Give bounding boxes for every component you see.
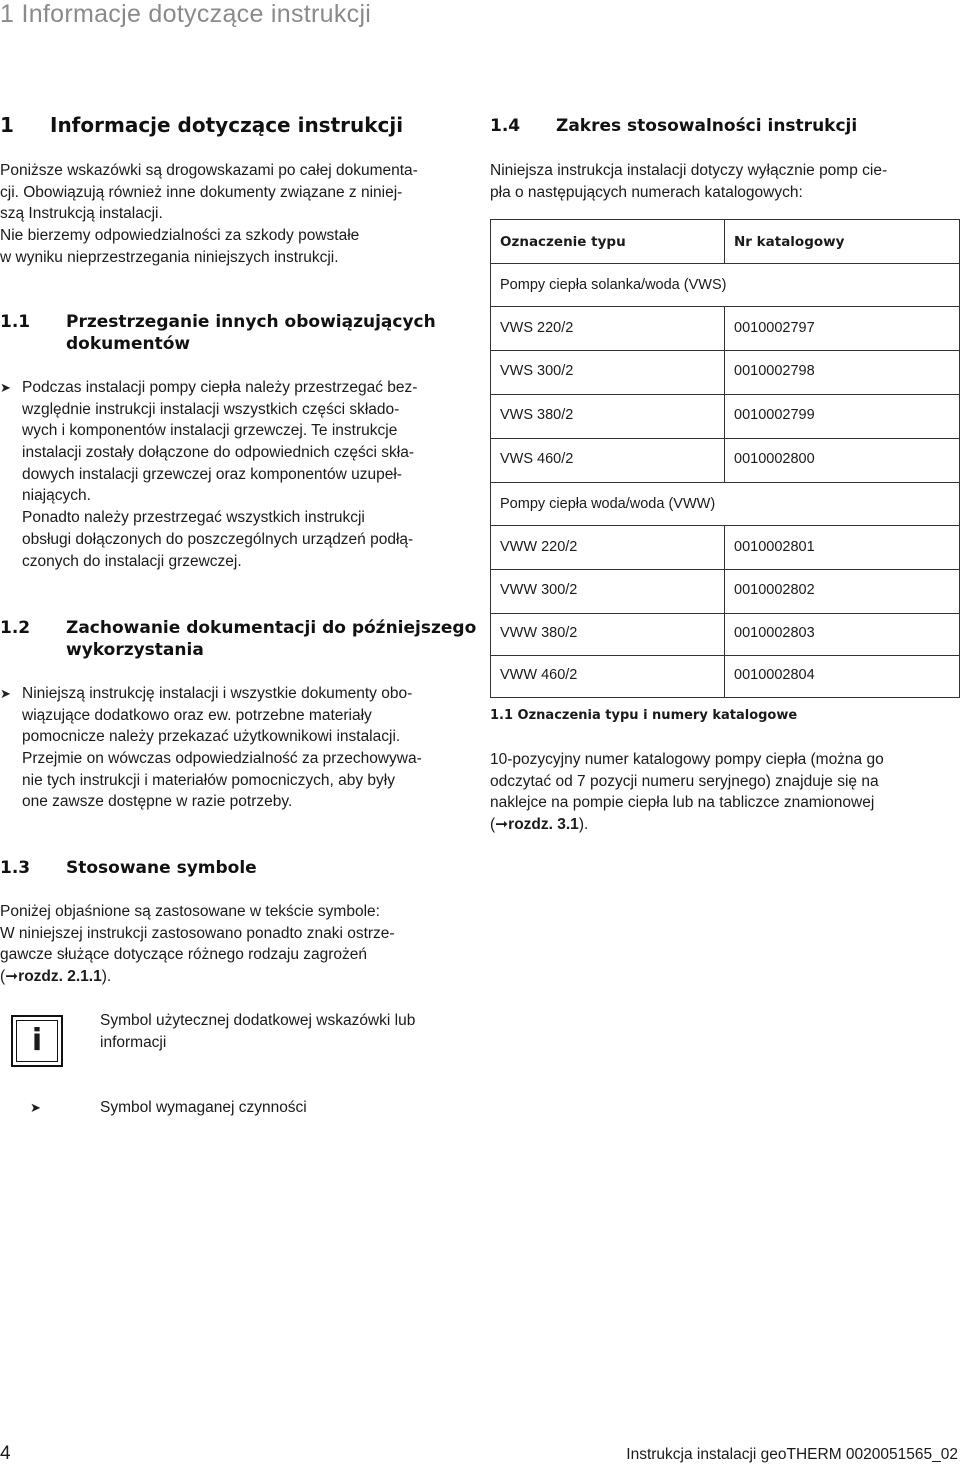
text-line: informacji [100, 1033, 167, 1051]
section-1-1-heading [0, 311, 470, 355]
text-line: obsługi dołączonych do poszczególnych urządzeń podłą- [22, 530, 414, 548]
table-header-row [490, 219, 960, 264]
text-line: w wyniku nieprzestrzegania niniejszych instrukcji. [0, 248, 339, 266]
table-group-row [490, 482, 960, 526]
catalog-cell: 0010002801 [734, 539, 815, 555]
section-title: Informacje dotyczące instrukcji [50, 113, 404, 137]
catalog-cell: 0010002803 [734, 625, 815, 641]
text-line: pomocnicze należy przekazać użytkownikowi instalacji. [22, 728, 401, 746]
text-line: Symbol użytecznej dodatkowej wskazówki lub [100, 1012, 416, 1029]
table-row [490, 394, 960, 439]
text-line: nie tych instrukcji i materiałów pomocniczych, aby były [22, 771, 395, 789]
section-1-2-bullet [0, 683, 422, 811]
text-line: Poniższe wskazówki są drogowskazami po całej dokumenta- [0, 162, 418, 179]
group-label: Pompy ciepła solanka/woda (VWS) [500, 277, 727, 293]
reference-link[interactable]: rozdz. 3.1 [508, 816, 579, 834]
section-title-line: dokumentów [66, 334, 191, 354]
chapter-reference[interactable]: (➞rozdz. 2.1.1). [0, 968, 112, 986]
type-cell: VWW 380/2 [500, 625, 578, 641]
type-cell: VWW 460/2 [500, 667, 578, 683]
section-title: Stosowane symbole [66, 858, 257, 878]
text-line: Nie bierzemy odpowiedzialności za szkody powstałe [0, 227, 360, 245]
text-line: niających. [22, 487, 91, 505]
column-header: Nr katalogowy [734, 234, 845, 250]
catalog-number-note [490, 749, 884, 836]
catalog-cell: 0010002798 [734, 363, 815, 379]
info-icon [11, 1015, 63, 1067]
action-arrow-icon: ➤ [0, 380, 11, 395]
catalog-cell: 0010002797 [734, 320, 815, 336]
text-line: Podczas instalacji pompy ciepła należy przestrzegać bez- [22, 379, 418, 396]
type-cell: VWS 300/2 [500, 363, 574, 379]
section-1-4-heading [490, 115, 960, 137]
info-symbol-description [100, 1010, 415, 1053]
table-caption: 1.1 Oznaczenia typu i numery katalogowe [490, 708, 798, 723]
column-header: Oznaczenie typu [500, 234, 626, 250]
table-row [490, 569, 960, 614]
table-group-row [490, 263, 960, 307]
action-symbol-description: Symbol wymaganej czynności [100, 1099, 307, 1116]
action-arrow-icon: ➤ [0, 686, 11, 701]
table-row [490, 655, 960, 698]
type-cell: VWW 300/2 [500, 582, 578, 598]
table-row [490, 525, 960, 570]
text-line: naklejce na pompie ciepła lub na tabliczce znamionowej [490, 794, 875, 812]
text-line: pła o następujących numerach katalogowych: [490, 183, 803, 201]
footer-document-title: Instrukcja instalacji geoTHERM 0020051565_02 [626, 1446, 958, 1463]
type-cell: VWW 220/2 [500, 539, 578, 555]
section-number: 1.2 [0, 618, 31, 638]
action-arrow-icon: ➤ [30, 1100, 41, 1115]
text-line: 10-pozycyjny numer katalogowy pompy ciepła (można go [490, 751, 884, 768]
text-line: cji. Obowiązują również inne dokumenty związane z niniej- [0, 183, 403, 201]
text-line: względnie instrukcji instalacji wszystkich części składo- [22, 400, 400, 418]
text-line: wiązujące dodatkowo oraz ew. potrzebne materiały [22, 706, 372, 724]
section-1-3-heading [0, 857, 470, 879]
section-1-2-heading [0, 617, 477, 661]
text-line: odczytać od 7 pozycji numeru seryjnego) znajduje się na [490, 772, 879, 790]
text-line: czonych do instalacji grzewczej. [22, 552, 242, 570]
section-title-line: Zachowanie dokumentacji do późniejszego [66, 618, 477, 638]
table-row [490, 350, 960, 395]
reference-arrow-icon: ➞ [5, 968, 19, 986]
reference-arrow-icon: ➞ [495, 816, 509, 834]
catalog-cell: 0010002799 [734, 407, 815, 423]
text-line: one zawsze dostępne w razie potrzeby. [22, 793, 293, 811]
type-cell: VWS 460/2 [500, 451, 574, 467]
reference-link[interactable]: rozdz. 2.1.1 [18, 968, 102, 986]
text-line: dowych instalacji grzewczej oraz komponentów uzupeł- [22, 465, 402, 483]
section-number: 1.4 [490, 116, 521, 136]
text-line: szą Instrukcją instalacji. [0, 205, 163, 223]
table-row [490, 306, 960, 351]
type-cell: VWS 220/2 [500, 320, 574, 336]
page-number: 4 [0, 1443, 11, 1464]
section-1-3-body [0, 901, 395, 988]
section-1-4-body [490, 160, 887, 203]
section-1-1-bullet [0, 377, 418, 570]
table-row [490, 438, 960, 483]
catalog-cell: 0010002802 [734, 582, 815, 598]
catalog-cell: 0010002800 [734, 451, 815, 467]
text-line: W niniejszej instrukcji zastosowano ponadto znaki ostrze- [0, 924, 395, 942]
type-cell: VWS 380/2 [500, 407, 574, 423]
section-title: Zakres stosowalności instrukcji [556, 116, 858, 136]
info-glyph: i [31, 1023, 43, 1058]
section-1-body [0, 160, 418, 268]
chapter-reference[interactable]: (➞rozdz. 3.1). [490, 816, 589, 834]
text-line: gawcze służące dotyczące różnego rodzaju zagrożeń [0, 946, 368, 964]
text-line: Niniejsza instrukcja instalacji dotyczy wyłącznie pomp cie- [490, 162, 888, 179]
section-title-line: Przestrzeganie innych obowiązujących [66, 312, 436, 332]
running-head: 1 Informacje dotyczące instrukcji [0, 0, 372, 28]
text-line: Ponadto należy przestrzegać wszystkich instrukcji [22, 509, 365, 527]
section-number: 1 [0, 113, 14, 137]
section-number: 1.3 [0, 858, 31, 878]
section-1-heading [0, 113, 403, 137]
text-line: Przejmie on wówczas odpowiedzialność za przechowywa- [22, 750, 422, 768]
group-label: Pompy ciepła woda/woda (VWW) [500, 496, 716, 512]
text-line: instalacji zostały dołączone do odpowiednich części skła- [22, 444, 415, 462]
catalog-cell: 0010002804 [734, 667, 815, 683]
section-title-line: wykorzystania [66, 640, 204, 660]
text-line: Poniżej objaśnione są zastosowane w tekście symbole: [0, 903, 380, 920]
table-row [490, 613, 960, 656]
section-number: 1.1 [0, 312, 31, 332]
text-line: wych i komponentów instalacji grzewczej. Te instrukcje [22, 422, 398, 440]
text-line: Niniejszą instrukcję instalacji i wszystkie dokumenty obo- [22, 685, 413, 702]
